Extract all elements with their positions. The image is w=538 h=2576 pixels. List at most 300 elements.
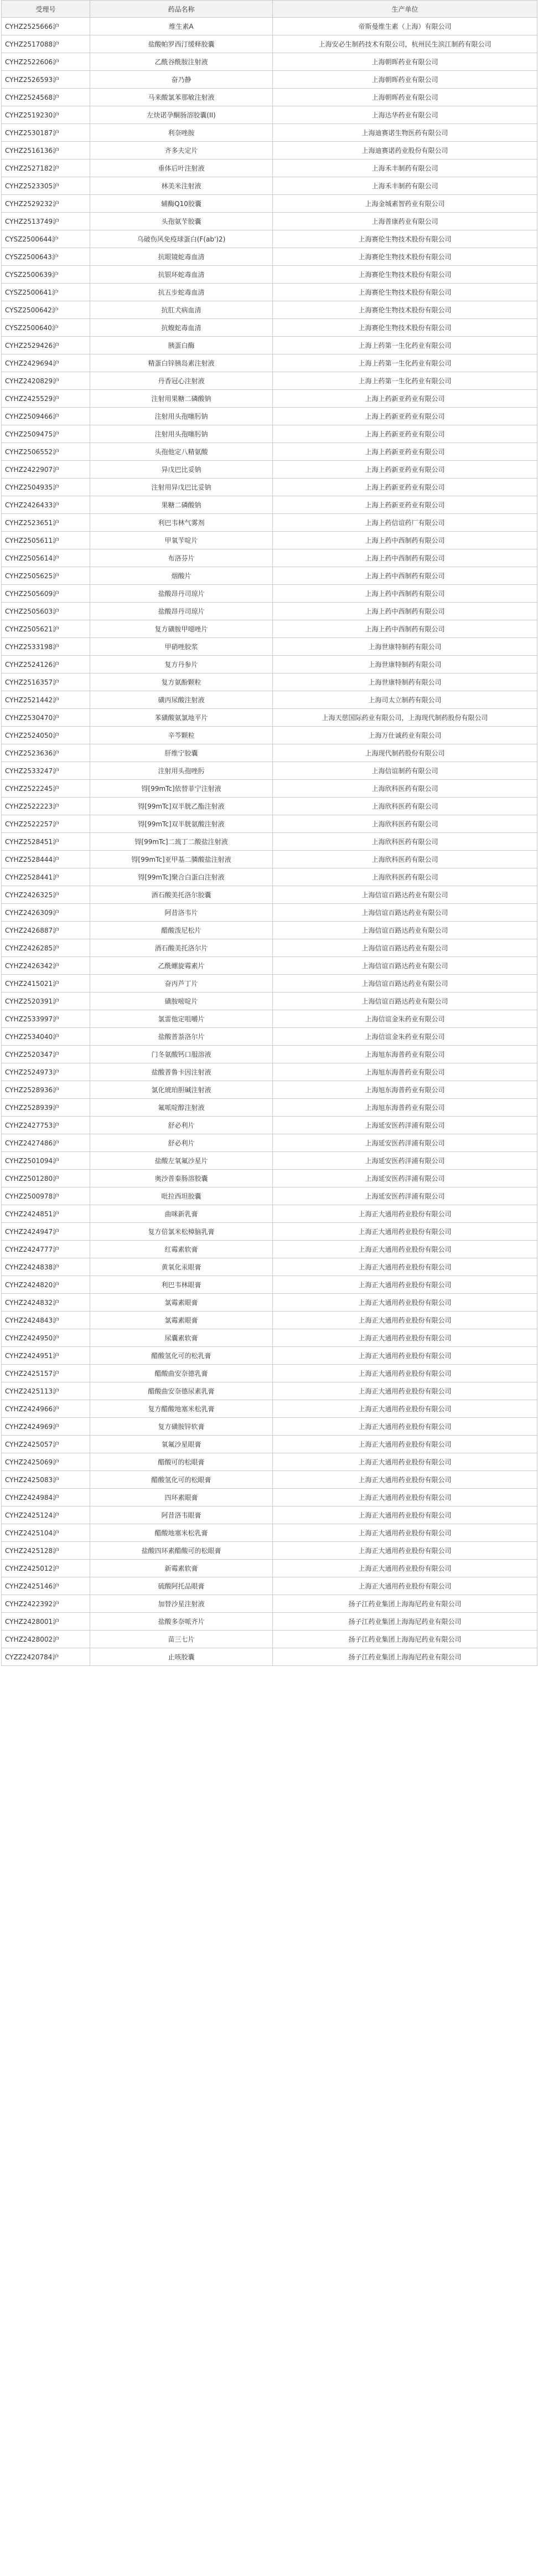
drug-name-cell: 加替沙星注射液 [90,1595,273,1613]
drug-name-cell: 复方氨酚颗粒 [90,673,273,691]
table-row [2,1524,537,1542]
manufacturer-cell: 上海信谊金朱药业有限公司 [273,1028,537,1046]
manufacturer-cell: 上海上药新亚药业有限公司 [273,479,537,496]
drug-approval-table [1,0,537,1666]
manufacturer-cell: 上海延安医药洋浦有限公司 [273,1187,537,1205]
drug-name-cell: 维生素A [90,18,273,35]
manufacturer-cell: 上海旭东海普药业有限公司 [273,1099,537,1117]
manufacturer-cell: 上海信谊制药有限公司 [273,762,537,780]
acceptance-number-cell: CYHZ2428001沪 [2,1613,90,1631]
manufacturer-cell: 上海世康特制药有限公司 [273,638,537,656]
acceptance-number-cell: CYHZ2522606沪 [2,53,90,71]
acceptance-number-cell: CYHZ2425069沪 [2,1453,90,1471]
table-row [2,1648,537,1666]
drug-name-cell: 头孢氨苄胶囊 [90,213,273,230]
table-row [2,691,537,709]
acceptance-number-cell: CYHZ2509466沪 [2,408,90,425]
acceptance-number-cell: CYHZ2420829沪 [2,372,90,390]
table-row [2,744,537,762]
table-row [2,1382,537,1400]
drug-name-cell: 奋乃静 [90,71,273,89]
manufacturer-cell: 上海信谊百路达药业有限公司 [273,957,537,975]
drug-name-cell: 氯霉素眼膏 [90,1312,273,1329]
table-row [2,798,537,815]
table-row [2,1187,537,1205]
manufacturer-cell: 上海欣科医药有限公司 [273,833,537,851]
manufacturer-cell: 上海朝晖药业有限公司 [273,89,537,106]
acceptance-number-cell: CYHZ2425529沪 [2,390,90,408]
drug-name-cell: 注射用头孢噻肟钠 [90,408,273,425]
acceptance-number-cell: CYSZ2500641沪 [2,284,90,301]
acceptance-number-cell: CYHZ2424950沪 [2,1329,90,1347]
drug-name-cell: 抗蝮蛇毒血清 [90,319,273,337]
manufacturer-cell: 上海正大通用药业股份有限公司 [273,1382,537,1400]
acceptance-number-cell: CYHZ2506552沪 [2,443,90,461]
drug-name-cell: 醋酸地塞米松乳膏 [90,1524,273,1542]
table-row [2,603,537,620]
acceptance-number-cell: CYHZ2516136沪 [2,142,90,160]
manufacturer-cell: 上海赛伦生物技术股份有限公司 [273,230,537,248]
table-row [2,1134,537,1152]
drug-name-cell: 抗银环蛇毒血清 [90,266,273,284]
header-drug-name: 药品名称 [90,1,273,18]
table-row [2,780,537,798]
manufacturer-cell: 上海世康特制药有限公司 [273,656,537,673]
drug-name-cell: 磺胺嘧啶片 [90,993,273,1010]
manufacturer-cell: 上海旭东海普药业有限公司 [273,1063,537,1081]
acceptance-number-cell: CYHZ2425083沪 [2,1471,90,1489]
manufacturer-cell: 上海欣科医药有限公司 [273,868,537,886]
manufacturer-cell: 上海上药新亚药业有限公司 [273,496,537,514]
acceptance-number-cell: CYHZ2534040沪 [2,1028,90,1046]
acceptance-number-cell: CYHZ2520391沪 [2,993,90,1010]
table-row [2,213,537,230]
table-row [2,461,537,479]
table-row [2,1312,537,1329]
acceptance-number-cell: CYHZ2424947沪 [2,1223,90,1241]
manufacturer-cell: 上海欣科医药有限公司 [273,780,537,798]
drug-name-cell: 酒石酸美托洛尔胶囊 [90,886,273,904]
acceptance-number-cell: CYHZ2424820沪 [2,1276,90,1294]
table-row [2,337,537,354]
table-row [2,354,537,372]
manufacturer-cell: 上海达华药业有限公司 [273,106,537,124]
table-row [2,1418,537,1436]
table-row [2,993,537,1010]
drug-name-cell: 复方磺胺甲噁唑片 [90,620,273,638]
acceptance-number-cell: CYHZ2500978沪 [2,1187,90,1205]
drug-name-cell: 精蛋白锌胰岛素注射液 [90,354,273,372]
acceptance-number-cell: CYHZ2424951沪 [2,1347,90,1365]
table-row [2,549,537,567]
acceptance-number-cell: CYHZ2524050沪 [2,727,90,744]
drug-name-cell: 吡拉西坦胶囊 [90,1187,273,1205]
table-row [2,142,537,160]
header-manufacturer: 生产单位 [273,1,537,18]
drug-name-cell: 林美米注射液 [90,177,273,195]
drug-name-cell: 苗三七片 [90,1631,273,1648]
acceptance-number-cell: CYHZ2521442沪 [2,691,90,709]
drug-name-cell: 门冬氨酸钙口服溶液 [90,1046,273,1063]
acceptance-number-cell: CYHZ2505603沪 [2,603,90,620]
drug-name-cell: 复方倍氯米松樟脑乳膏 [90,1223,273,1241]
drug-name-cell: 氯霉素眼膏 [90,1294,273,1312]
manufacturer-cell: 上海延安医药洋浦有限公司 [273,1134,537,1152]
drug-name-cell: 舒必利片 [90,1134,273,1152]
drug-name-cell: 抗五步蛇毒血清 [90,284,273,301]
drug-name-cell: 阿昔洛韦片 [90,904,273,922]
table-row [2,1170,537,1187]
table-row [2,248,537,266]
drug-name-cell: 硫酸阿托品眼膏 [90,1577,273,1595]
acceptance-number-cell: CYHZ2425146沪 [2,1577,90,1595]
table-row [2,18,537,35]
manufacturer-cell: 上海正大通用药业股份有限公司 [273,1312,537,1329]
table-row [2,1542,537,1560]
manufacturer-cell: 上海上药新亚药业有限公司 [273,408,537,425]
acceptance-number-cell: CYHZ2426285沪 [2,939,90,957]
manufacturer-cell: 上海正大通用药业股份有限公司 [273,1524,537,1542]
table-row [2,89,537,106]
drug-name-cell: 辛芩颗粒 [90,727,273,744]
manufacturer-cell: 上海司太立制药有限公司 [273,691,537,709]
acceptance-number-cell: CYHZ2424966沪 [2,1400,90,1418]
manufacturer-cell: 上海普康药业有限公司 [273,213,537,230]
drug-name-cell: 胰蛋白酶 [90,337,273,354]
table-row [2,1099,537,1117]
drug-name-cell: 马来酸氯苯那敏注射液 [90,89,273,106]
acceptance-number-cell: CYHZ2523305沪 [2,177,90,195]
table-row [2,709,537,727]
manufacturer-cell: 上海正大通用药业股份有限公司 [273,1418,537,1436]
acceptance-number-cell: CYHZ2522245沪 [2,780,90,798]
acceptance-number-cell: CYHZ2425124沪 [2,1506,90,1524]
manufacturer-cell: 上海上药中西制药有限公司 [273,585,537,603]
acceptance-number-cell: CYHZ2505621沪 [2,620,90,638]
table-row [2,638,537,656]
acceptance-number-cell: CYHZ2524126沪 [2,656,90,673]
manufacturer-cell: 上海欣科医药有限公司 [273,815,537,833]
acceptance-number-cell: CYHZ2505611沪 [2,532,90,549]
table-row [2,762,537,780]
manufacturer-cell: 上海上药中西制药有限公司 [273,620,537,638]
table-row [2,1400,537,1418]
table-row [2,160,537,177]
drug-name-cell: 乌破伤风免疫球蛋白(F(ab')2) [90,230,273,248]
manufacturer-cell: 上海信谊百路达药业有限公司 [273,904,537,922]
acceptance-number-cell: CYHZ2530187沪 [2,124,90,142]
drug-name-cell: 锝[99mTc]双半胱氨酸注射液 [90,815,273,833]
manufacturer-cell: 上海正大通用药业股份有限公司 [273,1542,537,1560]
table-row [2,1294,537,1312]
manufacturer-cell: 上海朝晖药业有限公司 [273,53,537,71]
acceptance-number-cell: CYHZ2424777沪 [2,1241,90,1258]
table-row [2,815,537,833]
table-row [2,1205,537,1223]
acceptance-number-cell: CYHZ2422907沪 [2,461,90,479]
table-row [2,1117,537,1134]
manufacturer-cell: 上海上药中西制药有限公司 [273,549,537,567]
table-row [2,284,537,301]
acceptance-number-cell: CYSZ2500642沪 [2,301,90,319]
manufacturer-cell: 上海上药新亚药业有限公司 [273,443,537,461]
acceptance-number-cell: CYHZ2425128沪 [2,1542,90,1560]
manufacturer-cell: 上海上药新亚药业有限公司 [273,425,537,443]
drug-name-cell: 曲咪新乳膏 [90,1205,273,1223]
table-row [2,230,537,248]
manufacturer-cell: 上海禾丰制药有限公司 [273,160,537,177]
acceptance-number-cell: CYHZ2513749沪 [2,213,90,230]
acceptance-number-cell: CYHZ2533997沪 [2,1010,90,1028]
acceptance-number-cell: CYHZ2501094沪 [2,1152,90,1170]
drug-name-cell: 丹香冠心注射液 [90,372,273,390]
drug-name-cell: 奋丙芦丁片 [90,975,273,993]
manufacturer-cell: 上海禾丰制药有限公司 [273,177,537,195]
table-row [2,656,537,673]
manufacturer-cell: 上海正大通用药业股份有限公司 [273,1560,537,1577]
acceptance-number-cell: CYHZ2427753沪 [2,1117,90,1134]
drug-name-cell: 舒必利片 [90,1117,273,1134]
acceptance-number-cell: CYHZ2424851沪 [2,1205,90,1223]
acceptance-number-cell: CYSZ2500640沪 [2,319,90,337]
acceptance-number-cell: CYHZ2523636沪 [2,744,90,762]
drug-name-cell: 奥沙普秦肠溶胶囊 [90,1170,273,1187]
manufacturer-cell: 上海现代制药股份有限公司 [273,744,537,762]
table-row [2,1063,537,1081]
manufacturer-cell: 上海正大通用药业股份有限公司 [273,1577,537,1595]
drug-name-cell: 注射用异戊巴比妥钠 [90,479,273,496]
drug-name-cell: 齐多夫定片 [90,142,273,160]
manufacturer-cell: 上海正大通用药业股份有限公司 [273,1453,537,1471]
acceptance-number-cell: CYSZ2500644沪 [2,230,90,248]
drug-name-cell: 盐酸昂丹司琼片 [90,585,273,603]
acceptance-number-cell: CYHZ2426342沪 [2,957,90,975]
drug-name-cell: 肝维宁胶囊 [90,744,273,762]
acceptance-number-cell: CYHZ2529426沪 [2,337,90,354]
drug-name-cell: 新霉素软膏 [90,1560,273,1577]
drug-name-cell: 尿囊素软膏 [90,1329,273,1347]
drug-name-cell: 盐酸普萘洛尔片 [90,1028,273,1046]
drug-name-cell: 头孢他定八精氨酸 [90,443,273,461]
manufacturer-cell: 上海正大通用药业股份有限公司 [273,1347,537,1365]
drug-name-cell: 阿昔洛韦眼膏 [90,1506,273,1524]
manufacturer-cell: 上海正大通用药业股份有限公司 [273,1400,537,1418]
manufacturer-cell: 上海上药信谊药厂有限公司 [273,514,537,532]
manufacturer-cell: 上海上药中西制药有限公司 [273,532,537,549]
acceptance-number-cell: CYHZ2519230沪 [2,106,90,124]
acceptance-number-cell: CYHZ2516357沪 [2,673,90,691]
acceptance-number-cell: CYHZ2509475沪 [2,425,90,443]
drug-name-cell: 黄氧化汞眼膏 [90,1258,273,1276]
drug-name-cell: 四环素眼膏 [90,1489,273,1506]
manufacturer-cell: 上海天慈国际药业有限公司，上海现代制药股份有限公司 [273,709,537,727]
drug-name-cell: 垂体后叶注射液 [90,160,273,177]
table-row [2,975,537,993]
table-row [2,532,537,549]
table-row [2,957,537,975]
acceptance-number-cell: CYHZ2525666沪 [2,18,90,35]
drug-name-cell: 氯雷他定咀嚼片 [90,1010,273,1028]
manufacturer-cell: 上海正大通用药业股份有限公司 [273,1489,537,1506]
table-row [2,1010,537,1028]
table-row [2,106,537,124]
acceptance-number-cell: CYHZ2524973沪 [2,1063,90,1081]
acceptance-number-cell: CYHZ2424843沪 [2,1312,90,1329]
table-row [2,443,537,461]
manufacturer-cell: 上海赛伦生物技术股份有限公司 [273,248,537,266]
acceptance-number-cell: CYHZ2425104沪 [2,1524,90,1542]
acceptance-number-cell: CYHZ2517088沪 [2,35,90,53]
manufacturer-cell: 上海信谊金朱药业有限公司 [273,1010,537,1028]
manufacturer-cell: 上海正大通用药业股份有限公司 [273,1436,537,1453]
acceptance-number-cell: CYHZ2501280沪 [2,1170,90,1187]
drug-name-cell: 锝[99mTc]亚甲基二膦酸盐注射液 [90,851,273,868]
drug-name-cell: 盐酸多奈哌齐片 [90,1613,273,1631]
acceptance-number-cell: CYHZ2426325沪 [2,886,90,904]
header-acceptance-number: 受理号 [2,1,90,18]
drug-name-cell: 抗眼镜蛇毒血清 [90,248,273,266]
manufacturer-cell: 上海延安医药洋浦有限公司 [273,1152,537,1170]
manufacturer-cell: 上海正大通用药业股份有限公司 [273,1223,537,1241]
drug-name-cell: 氟哌啶醇注射液 [90,1099,273,1117]
table-row [2,585,537,603]
acceptance-number-cell: CYHZ2527182沪 [2,160,90,177]
acceptance-number-cell: CYHZ2427486沪 [2,1134,90,1152]
acceptance-number-cell: CYSZ2500643沪 [2,248,90,266]
acceptance-number-cell: CYHZ2422392沪 [2,1595,90,1613]
acceptance-number-cell: CYHZ2522223沪 [2,798,90,815]
drug-name-cell: 甲氧苄啶片 [90,532,273,549]
drug-name-cell: 酒石酸美托洛尔片 [90,939,273,957]
manufacturer-cell: 上海信谊百路达药业有限公司 [273,886,537,904]
acceptance-number-cell: CYHZ2426887沪 [2,922,90,939]
acceptance-number-cell: CYHZ2524568沪 [2,89,90,106]
table-row [2,496,537,514]
table-row [2,1365,537,1382]
table-row [2,1276,537,1294]
drug-name-cell: 止咳胶囊 [90,1648,273,1666]
acceptance-number-cell: CYHZ2533247沪 [2,762,90,780]
manufacturer-cell: 扬子江药业集团上海海尼药业有限公司 [273,1613,537,1631]
table-row [2,1560,537,1577]
drug-name-cell: 抗肛犬病血清 [90,301,273,319]
table-row [2,177,537,195]
table-row [2,1258,537,1276]
manufacturer-cell: 上海信谊百路达药业有限公司 [273,993,537,1010]
table-row [2,727,537,744]
table-row [2,567,537,585]
manufacturer-cell: 上海安必生制药技术有限公司，杭州民生滨江制药有限公司 [273,35,537,53]
drug-name-cell: 氯化琥珀胆碱注射液 [90,1081,273,1099]
drug-name-cell: 乙酰谷酰胺注射液 [90,53,273,71]
table-row [2,514,537,532]
drug-name-cell: 利奈唑胺 [90,124,273,142]
manufacturer-cell: 上海迪赛诺药业股份有限公司 [273,142,537,160]
manufacturer-cell: 上海正大通用药业股份有限公司 [273,1506,537,1524]
acceptance-number-cell: CYHZ2425157沪 [2,1365,90,1382]
acceptance-number-cell: CYHZ2429694沪 [2,354,90,372]
table-row [2,35,537,53]
manufacturer-cell: 上海正大通用药业股份有限公司 [273,1276,537,1294]
table-row [2,124,537,142]
acceptance-number-cell: CYHZ2424969沪 [2,1418,90,1436]
manufacturer-cell: 上海上药新亚药业有限公司 [273,461,537,479]
manufacturer-cell: 上海万仕诚药业有限公司 [273,727,537,744]
manufacturer-cell: 上海旭东海普药业有限公司 [273,1081,537,1099]
table-row [2,408,537,425]
table-row [2,479,537,496]
drug-name-cell: 布洛芬片 [90,549,273,567]
acceptance-number-cell: CYZZ2420784沪 [2,1648,90,1666]
table-row [2,1329,537,1347]
table-row [2,53,537,71]
manufacturer-cell: 上海延安医药洋浦有限公司 [273,1170,537,1187]
acceptance-number-cell: CYHZ2529232沪 [2,195,90,213]
drug-name-cell: 注射用果糖二磷酸钠 [90,390,273,408]
manufacturer-cell: 扬子江药业集团上海海尼药业有限公司 [273,1648,537,1666]
manufacturer-cell: 上海赛伦生物技术股份有限公司 [273,301,537,319]
table-row [2,1223,537,1241]
drug-name-cell: 辅酶Q10胶囊 [90,195,273,213]
acceptance-number-cell: CYHZ2528451沪 [2,833,90,851]
manufacturer-cell: 上海上药第一生化药业有限公司 [273,354,537,372]
acceptance-number-cell: CYHZ2526593沪 [2,71,90,89]
drug-name-cell: 氧氟沙星眼膏 [90,1436,273,1453]
table-row [2,939,537,957]
table-row [2,1577,537,1595]
table-row [2,195,537,213]
drug-name-cell: 复方醋酸地塞米松乳膏 [90,1400,273,1418]
acceptance-number-cell: CYHZ2425113沪 [2,1382,90,1400]
manufacturer-cell: 上海上药新亚药业有限公司 [273,390,537,408]
table-row [2,833,537,851]
manufacturer-cell: 上海正大通用药业股份有限公司 [273,1365,537,1382]
manufacturer-cell: 上海世康特制药有限公司 [273,673,537,691]
table-row [2,922,537,939]
table-row [2,1595,537,1613]
manufacturer-cell: 上海赛伦生物技术股份有限公司 [273,266,537,284]
acceptance-number-cell: CYHZ2425057沪 [2,1436,90,1453]
acceptance-number-cell: CYHZ2528936沪 [2,1081,90,1099]
drug-name-cell: 复方磺胺锌软膏 [90,1418,273,1436]
drug-name-cell: 左炔诺孕酮肠溶胶囊(II) [90,106,273,124]
manufacturer-cell: 上海上药第一生化药业有限公司 [273,372,537,390]
drug-name-cell: 醋酸曲安奈德乳膏 [90,1365,273,1382]
manufacturer-cell: 上海正大通用药业股份有限公司 [273,1258,537,1276]
table-row [2,1489,537,1506]
acceptance-number-cell: CYHZ2528939沪 [2,1099,90,1117]
drug-name-cell: 乙酰螺旋霉素片 [90,957,273,975]
manufacturer-cell: 上海正大通用药业股份有限公司 [273,1241,537,1258]
acceptance-number-cell: CYHZ2424984沪 [2,1489,90,1506]
drug-name-cell: 复方丹参片 [90,656,273,673]
table-row [2,319,537,337]
acceptance-number-cell: CYHZ2505609沪 [2,585,90,603]
table-row [2,1631,537,1648]
acceptance-number-cell: CYHZ2505625沪 [2,567,90,585]
table-row [2,1081,537,1099]
table-row [2,372,537,390]
table-row [2,301,537,319]
drug-name-cell: 盐酸普鲁卡因注射液 [90,1063,273,1081]
manufacturer-cell: 上海上药第一生化药业有限公司 [273,337,537,354]
drug-name-cell: 磺丙尿酸注射液 [90,691,273,709]
manufacturer-cell: 上海正大通用药业股份有限公司 [273,1329,537,1347]
manufacturer-cell: 上海朝晖药业有限公司 [273,71,537,89]
acceptance-number-cell: CYHZ2523651沪 [2,514,90,532]
drug-name-cell: 盐酸昂丹司琼片 [90,603,273,620]
table-row [2,1028,537,1046]
